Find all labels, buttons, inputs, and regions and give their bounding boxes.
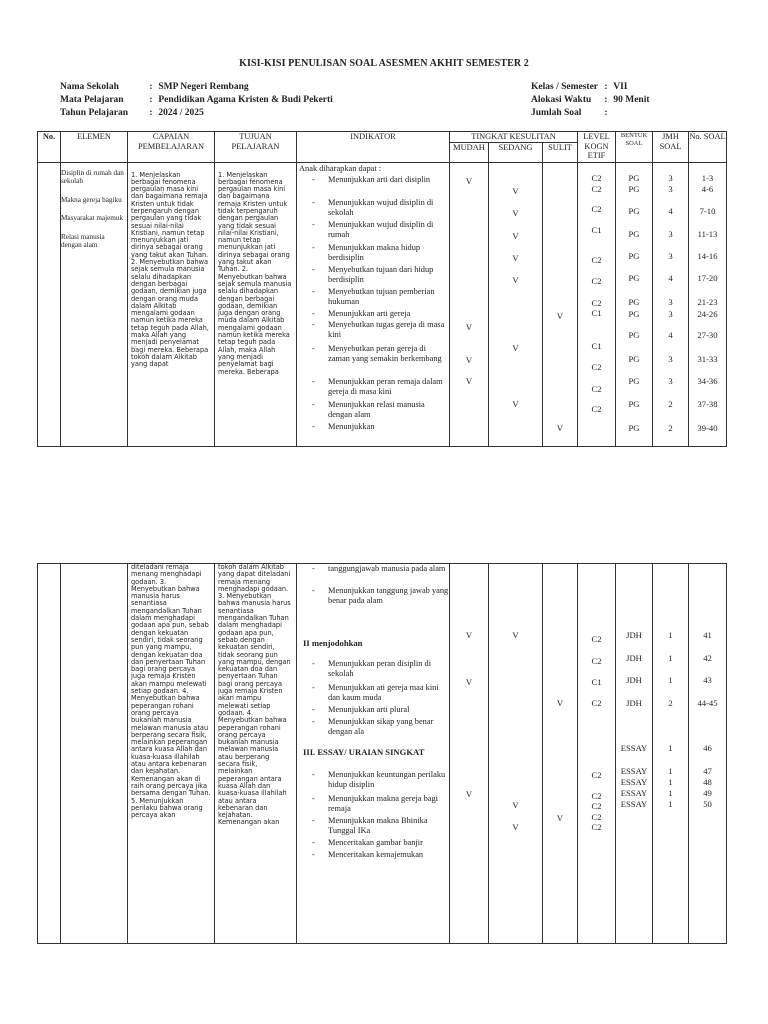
level-value: C2: [591, 183, 602, 194]
bullet-dash: -: [312, 264, 315, 274]
jmh-value: 1: [668, 799, 673, 809]
level-value: C2: [591, 297, 602, 308]
nosoal-value: 11-13: [697, 228, 718, 239]
bentuk-value: PG: [628, 375, 640, 386]
nosoal-value: 39-40: [697, 422, 718, 433]
indicator-item: [297, 198, 449, 218]
header-row-1: [38, 132, 727, 143]
level-value: C2: [591, 361, 602, 372]
meta-label: Jumlah Soal: [531, 108, 582, 118]
meta-alokasi: [531, 95, 650, 105]
header-capaian: CAPAIAN PEMBELAJARAN: [128, 132, 215, 163]
meta-label: Alokasi Waktu: [531, 95, 592, 105]
nosoal-value: 37-38: [697, 398, 718, 409]
indicator-text: Menyebutkan tugas gereja di masa kini: [328, 319, 445, 339]
bullet-dash: -: [312, 219, 315, 229]
jmh-value: 3: [668, 375, 673, 386]
bullet-dash: -: [312, 770, 315, 779]
jmh-value: 1: [668, 743, 673, 753]
bullet-dash: -: [312, 197, 315, 207]
element-item: Makna gereja bagiku: [61, 195, 122, 204]
bullet-dash: -: [312, 242, 315, 252]
indicator-text: Menunjukkan makna gereja bagi remaja: [328, 794, 438, 814]
capaian-cell: [128, 162, 215, 446]
bullet-dash: -: [312, 838, 315, 847]
bullet-dash: -: [312, 705, 315, 714]
indicator-item: [297, 794, 449, 814]
jmh-cell: [653, 162, 689, 446]
nosoal-value: 41: [703, 630, 712, 640]
level-value: C1: [591, 224, 602, 235]
bullet-dash: -: [312, 850, 315, 859]
meta-colon: :: [149, 108, 153, 118]
bullet-dash: -: [312, 683, 315, 692]
nosoal-value: 34-36: [697, 375, 718, 386]
indicator-text: Menunjukkan ati gereja maa kini dan kaum muda: [328, 683, 439, 703]
level-value: C1: [591, 307, 602, 318]
body-row-page-1: [38, 162, 727, 446]
indicator-item: [297, 659, 449, 679]
nosoal-value: 7-10: [699, 205, 716, 216]
bullet-dash: -: [312, 343, 315, 353]
level-value: C2: [591, 172, 602, 183]
bullet-dash: -: [312, 286, 315, 296]
indicator-item: [297, 265, 449, 285]
header-mudah: MUDAH: [450, 142, 489, 162]
bentuk-value: JDH: [626, 653, 642, 663]
meta-label: Tahun Pelajaran: [60, 108, 129, 118]
level-value: C2: [591, 275, 602, 286]
header-tingkat: TINGKAT KESULITAN: [450, 132, 578, 143]
tujuan-text: tokoh dalam Alkitab yang dapat diteladani remaja menang menghadapi godaan. 3. Menyebutkan bahwa manusia harus senantiasa mengandalkan Tuhan dalam menghadapi godaan apa pun, sebab dengan kekuatan sendiri, tidak seorang pun yang mampu, dengan kekuatan doa dan penyertaan Tuhan bagi orang percaya juga remaja Kristen akan mampu melewati setiap godaan. 4. Menyebutkan bahwa peperangan rohani orang percaya bukanlah manusia melawan manusia atau berperang secara fisik, melainkan peperangan antara kuasa Allah dan kuasa-kuasa illahilah atau antara kebenaran dan kejahatan. Kemenangan akan: [218, 564, 291, 827]
meta-tahun-pelajaran: [60, 108, 204, 118]
kisi-table-page-2: [37, 563, 727, 944]
indicator-text: Menyebutkan tujuan pemberian hukuman: [328, 286, 435, 306]
meta-kelas: [531, 82, 627, 92]
jmh-value: 4: [668, 272, 673, 283]
level-value: C2: [591, 656, 602, 666]
difficulty-check-mark: V: [556, 422, 564, 433]
bullet-dash: -: [312, 586, 315, 595]
level-value: C2: [591, 254, 602, 265]
element-item: Disiplin di rumah dan sekolah: [61, 168, 124, 185]
bullet-dash: -: [312, 308, 315, 318]
bentuk-value: PG: [628, 329, 640, 340]
difficulty-check-mark: V: [465, 321, 473, 332]
meta-mata-pelajaran: [60, 95, 333, 105]
section-heading: III. ESSAY/ URAIAN SINGKAT: [303, 747, 425, 757]
header-indikator: INDIKATOR: [297, 132, 450, 163]
difficulty-check-mark: V: [465, 354, 473, 365]
bentuk-value: PG: [628, 228, 640, 239]
meta-colon: :: [604, 82, 608, 92]
indicator-item: [297, 243, 449, 263]
meta-value: Pendidikan Agama Kristen & Budi Pekerti: [158, 95, 333, 105]
jmh-value: 1: [668, 675, 673, 685]
meta-label: Kelas / Semester: [531, 82, 599, 92]
level-cell: [578, 564, 616, 944]
nosoal-value: 4-6: [701, 183, 714, 194]
bentuk-value: ESSAY: [620, 743, 648, 753]
indicator-text: Menunjukkan peran remaja dalam gereja di masa kini: [328, 376, 443, 396]
indicator-text: Menunjukkan makna Bhinika Tunggal IKa: [328, 816, 428, 836]
indicator-item: [297, 287, 449, 307]
bentuk-cell: [616, 162, 653, 446]
difficulty-check-mark: V: [512, 252, 519, 263]
meta-value: 90 Menit: [613, 95, 650, 105]
indicator-item: [297, 564, 449, 574]
indicator-item: [297, 422, 449, 432]
indicator-intro: Anak diharapkan dapat :: [299, 163, 382, 173]
indicator-item: [297, 344, 449, 364]
nosoal-value: 42: [703, 653, 712, 663]
nosoal-value: 27-30: [697, 329, 718, 340]
tujuan-cell: [215, 564, 297, 944]
level-value: C2: [591, 770, 602, 780]
bentuk-value: PG: [628, 272, 640, 283]
nosoal-cell: [689, 564, 727, 944]
jmh-value: 2: [668, 398, 673, 409]
nosoal-value: 50: [703, 799, 712, 809]
indicator-text: Menunjukkan tanggung jawab yang benar pada alam: [328, 586, 449, 606]
elemen-cell: [61, 564, 128, 944]
indicator-text: Menunjukkan wujud disiplin di rumah: [328, 219, 434, 239]
level-cell: [578, 162, 616, 446]
nosoal-value: 24-26: [697, 308, 718, 319]
bullet-dash: -: [312, 174, 315, 184]
bentuk-cell: [616, 564, 653, 944]
indicator-text: tanggungjawab manusia pada alam: [328, 564, 446, 573]
bentuk-value: JDH: [626, 630, 642, 640]
indicator-text: Menunjukkan wujud disiplin di sekolah: [328, 197, 434, 217]
difficulty-check-mark: V: [512, 274, 519, 285]
indikator-cell: [297, 162, 450, 446]
indikator-cell: [297, 564, 450, 944]
indicator-item: [297, 838, 449, 848]
element-item: Masyarakat majemuk: [61, 214, 124, 222]
bullet-dash: -: [312, 659, 315, 668]
capaian-text: 1. Menjelaskan berbagai fenomena pergaulan masa kini dan bagaimana remaja Kristen untuk tidak terpengaruh dengan pergaulan yang tidak sesuai nilai-nilai Kristiani, namun tetap menunjukkan jati dirinya sebagai orang yang takut akan Tuhan. 2. Menyebutkan bahwa sejak semula manusia selalu dihadapkan dengan berbagai godaan, demikian juga dengan orang muda dalam Alkitab mengalami godaan namun ketika mereka tetap teguh pada Allah, maka Allah yang menjadi penyelamat bagi mereka. Beberapa tokoh dalam Alkitab yang dapat: [131, 170, 209, 369]
tujuan-cell: [215, 162, 297, 446]
level-value: C2: [591, 383, 602, 394]
bentuk-value: PG: [628, 183, 640, 194]
bentuk-value: ESSAY: [620, 799, 648, 809]
bentuk-value: ESSAY: [620, 788, 648, 798]
indicator-list: [297, 564, 449, 943]
nosoal-value: 21-23: [697, 296, 718, 307]
bullet-dash: -: [312, 794, 315, 803]
section-heading: II menjodohkan: [303, 638, 363, 648]
indicator-text: Menunjukkan keuntungan perilaku hidup disiplin: [328, 770, 446, 790]
difficulty-check-mark: V: [556, 310, 564, 321]
bentuk-value: ESSAY: [620, 777, 648, 787]
capaian-cell: [128, 564, 215, 944]
indicator-text: Menunjukkan sikap yang benar dengan ala: [328, 717, 434, 737]
level-value: C2: [591, 203, 602, 214]
meta-nama-sekolah: [60, 82, 249, 92]
indicator-item: [297, 717, 449, 737]
header-tujuan: TUJUAN PELAJARAN: [215, 132, 297, 163]
meta-value: VII: [613, 82, 628, 92]
level-value: C2: [591, 634, 602, 644]
bentuk-value: ESSAY: [620, 766, 648, 776]
difficulty-check-mark: V: [512, 398, 519, 409]
header-elemen: ELEMEN: [61, 132, 128, 163]
bullet-dash: -: [312, 319, 315, 329]
nosoal-value: 48: [703, 777, 712, 787]
nosoal-value: 1-3: [701, 172, 714, 183]
jmh-value: 1: [668, 777, 673, 787]
meta-label: Mata Pelajaran: [60, 95, 124, 105]
bullet-dash: -: [312, 376, 315, 386]
document-title: KISI-KISI PENULISAN SOAL ASESMEN AKHIT SEMESTER 2: [239, 58, 529, 69]
nosoal-value: 17-20: [697, 272, 718, 283]
jmh-value: 3: [668, 183, 673, 194]
meta-value: SMP Negeri Rembang: [158, 82, 249, 92]
difficulty-check-mark: V: [465, 677, 473, 687]
bentuk-value: PG: [628, 308, 640, 319]
indicator-text: Menunjukkan: [328, 421, 375, 431]
jmh-value: 1: [668, 653, 673, 663]
difficulty-check-mark: V: [512, 207, 519, 218]
level-value: C2: [591, 801, 602, 811]
bentuk-value: PG: [628, 250, 640, 261]
jmh-value: 1: [668, 788, 673, 798]
indicator-item: [297, 220, 449, 240]
nosoal-value: 31-33: [697, 353, 718, 364]
jmh-value: 4: [668, 329, 673, 340]
difficulty-check-mark: V: [512, 630, 519, 640]
difficulty-check-mark: V: [465, 789, 473, 799]
sedang-cell: [489, 564, 543, 944]
indicator-item: [297, 377, 449, 397]
difficulty-check-mark: V: [512, 342, 519, 353]
meta-label: Nama Sekolah: [60, 82, 119, 92]
mudah-cell: [450, 564, 489, 944]
jmh-value: 3: [668, 172, 673, 183]
nosoal-value: 14-16: [697, 250, 718, 261]
difficulty-check-mark: V: [556, 813, 564, 823]
meta-jumlah-soal: [531, 108, 611, 118]
jmh-value: 4: [668, 205, 673, 216]
indicator-text: Menceritakan gambar banjir: [328, 838, 423, 847]
indicator-item: [297, 309, 449, 319]
difficulty-check-mark: V: [465, 375, 473, 386]
bentuk-value: JDH: [626, 675, 642, 685]
level-value: C1: [591, 340, 602, 351]
jmh-value: 1: [668, 766, 673, 776]
level-value: C1: [591, 677, 602, 687]
bentuk-value: PG: [628, 172, 640, 183]
level-value: C2: [591, 812, 602, 822]
kisi-table-page-1: [37, 131, 727, 447]
indicator-item: [297, 816, 449, 836]
bentuk-value: PG: [628, 205, 640, 216]
jmh-value: 2: [668, 698, 673, 708]
meta-colon: :: [149, 82, 153, 92]
sulit-cell: [543, 162, 578, 446]
level-value: C2: [591, 698, 602, 708]
bentuk-value: PG: [628, 353, 640, 364]
bullet-dash: -: [312, 421, 315, 431]
difficulty-check-mark: V: [512, 185, 519, 196]
capaian-text: diteladani remaja menang menghadapi godaan. 3. Menyebutkan bahwa manusia harus senantiasa mengandalkan Tuhan dalam menghadapi godaan apa pun, sebab dengan kekuatan sendiri, tidak seorang pun yang mampu, dengan kekuatan doa dan penyertaan Tuhan bagi orang percaya juga remaja Kristen akan mampu melewati setiap godaan. 4. Menyebutkan bahwa peperangan rohani orang percaya bukanlah manusia melawan manusia atau berperang secara fisik, melainkan peperangan antara kuasa Allah dan kuasa-kuasa illahilah atau antara kebenaran dan kejahatan. Kemenangan akan di raih orang percaya jika bersama dengan Tuhan. 5. Menunjukkan perilaku bahwa orang percaya akan: [131, 564, 211, 820]
indicator-item: [297, 320, 449, 340]
jmh-value: 3: [668, 308, 673, 319]
bentuk-value: PG: [628, 398, 640, 409]
body-row-page-2: [38, 564, 727, 944]
level-value: C2: [591, 822, 602, 832]
header-sedang: SEDANG: [489, 142, 543, 162]
indicator-text: Menunjukkan makna hidup berdisiplin: [328, 242, 421, 262]
header-nosoal: No. SOAL: [689, 132, 727, 163]
bullet-dash: -: [312, 816, 315, 825]
meta-colon: :: [604, 108, 608, 118]
indicator-item: [297, 175, 449, 185]
no-cell: [38, 162, 61, 446]
meta-colon: :: [604, 95, 608, 105]
indicator-item: [297, 400, 449, 420]
bullet-dash: -: [312, 717, 315, 726]
nosoal-value: 43: [703, 675, 712, 685]
header-sulit: SULIT: [543, 142, 578, 162]
difficulty-check-mark: V: [512, 822, 519, 832]
indicator-list: [297, 163, 449, 442]
level-value: C2: [591, 791, 602, 801]
indicator-text: Menyebutkan tujuan dari hidup berdisiplin: [328, 264, 434, 284]
indicator-text: Menunjukkan relasi manusia dengan alam: [328, 399, 425, 419]
header-jmh: JMH SOAL: [653, 132, 689, 163]
tujuan-text: 1. Menjelaskan berbagai fenomena pergaulan masa kini dan bagaimana remaja Kristen untuk tidak terpengaruh dengan pergaulan yang tidak sesuai nilai-nilai Kristiani, namun tetap menunjukkan jati dirinya sebagai orang yang takut akan Tuhan. 2. Menyebutkan bahwa sejak semula manusia selalu dihadapkan dengan berbagai godaan, demikian juga dengan orang muda dalam Alkitab mengalami godaan namun ketika mereka tetap teguh pada Allah, maka Allah yang menjadi penyelamat bagi mereka. Beberapa: [218, 170, 292, 376]
mudah-cell: [450, 162, 489, 446]
jmh-value: 2: [668, 422, 673, 433]
indicator-text: Menyebutkan peran gereja di zaman yang semakin berkembang: [328, 343, 442, 363]
jmh-value: 1: [668, 630, 673, 640]
level-value: C2: [591, 403, 602, 414]
bentuk-value: JDH: [626, 698, 642, 708]
indicator-text: Menunjukkan arti plural: [328, 705, 410, 714]
difficulty-check-mark: V: [465, 175, 473, 186]
meta-colon: :: [149, 95, 153, 105]
indicator-item: [297, 850, 449, 860]
bentuk-value: PG: [628, 422, 640, 433]
sulit-cell: [543, 564, 578, 944]
nosoal-cell: [689, 162, 727, 446]
bentuk-value: PG: [628, 296, 640, 307]
jmh-value: 3: [668, 296, 673, 307]
sedang-cell: [489, 162, 543, 446]
nosoal-value: 47: [703, 766, 712, 776]
elemen-cell: [61, 162, 128, 446]
no-cell: [38, 564, 61, 944]
jmh-value: 3: [668, 228, 673, 239]
meta-value: 2024 / 2025: [158, 108, 204, 118]
header-level: LEVEL KOGN ETIF: [578, 132, 616, 163]
header-bentuk: BENTUK SOAL: [616, 132, 653, 163]
header-no: No.: [38, 132, 61, 163]
indicator-text: Menunjukkan peran disiplin di sekolah: [328, 659, 432, 679]
difficulty-check-mark: V: [512, 230, 519, 241]
indicator-text: Menunjukkan arti gereja: [328, 308, 411, 318]
element-item: Relasi manusia dengan alam: [61, 232, 105, 249]
indicator-item: [297, 683, 449, 703]
nosoal-value: 49: [703, 788, 712, 798]
indicator-item: [297, 586, 449, 606]
jmh-value: 3: [668, 250, 673, 261]
nosoal-value: 44-45: [697, 698, 718, 708]
difficulty-check-mark: V: [465, 630, 473, 640]
bullet-dash: -: [312, 564, 315, 573]
indicator-text: Menunjukkan arti dari disiplin: [328, 174, 431, 184]
difficulty-check-mark: V: [556, 698, 564, 708]
difficulty-check-mark: V: [512, 800, 519, 810]
jmh-value: 3: [668, 353, 673, 364]
indicator-item: [297, 705, 449, 715]
indicator-text: Menceritakan kemajemukan: [328, 850, 424, 859]
bullet-dash: -: [312, 399, 315, 409]
jmh-cell: [653, 564, 689, 944]
nosoal-value: 46: [703, 743, 712, 753]
indicator-item: [297, 770, 449, 790]
